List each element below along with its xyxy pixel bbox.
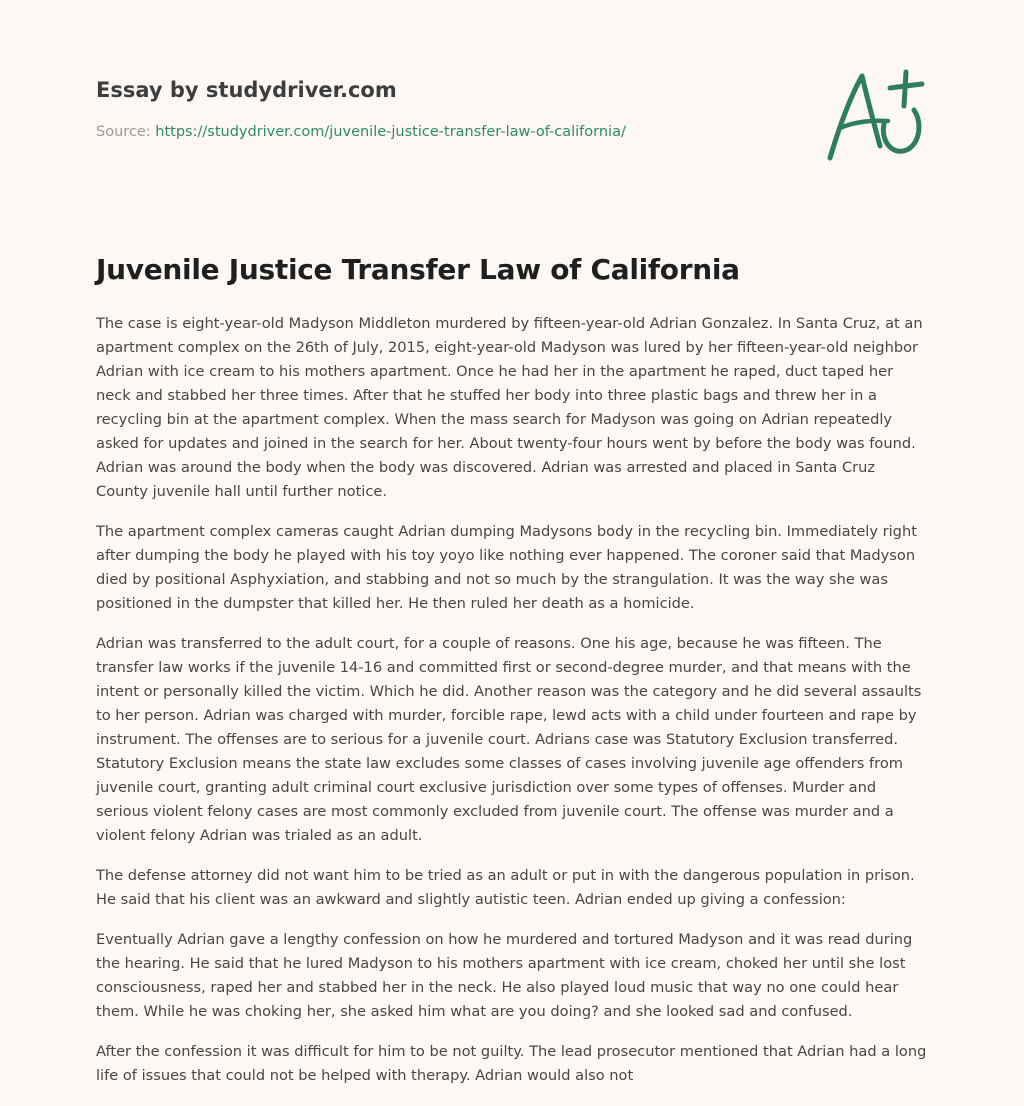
essay-paragraph: After the confession it was difficult for him to be not guilty. The lead prosecutor mentioned that Adrian had a long life of issues that could not be helped with therapy. Adrian would also not bbox=[96, 1043, 927, 1084]
essay-paragraph: The defense attorney did not want him to be tried as an adult or put in with the dangerous population in prison. He said that his client was an awkward and slightly autistic teen. Adrian ended up giving a confession: bbox=[96, 867, 915, 908]
source-label: Source: bbox=[96, 124, 151, 140]
essay-paragraph: The case is eight-year-old Madyson Middleton murdered by fifteen-year-old Adrian Gonzalez. In Santa Cruz, at an apartment complex on the 26th of July, 2015, eight-year-old Madyson was lured by her fifteen-year-old neighbor Adrian with ice cream to his mothers apartment. Once he had her in the apartment he raped, duct taped her neck and stabbed her three times. After that he stuffed her body into three plastic bags and threw her in a recycling bin at the apartment complex. When the mass search for Madyson was going on Adrian repeatedly asked for updates and joined in the search for her. About twenty-four hours went by before the body was found. Adrian was around the body when the body was discovered. Adrian was arrested and placed in Santa Cruz County juvenile hall until further notice. bbox=[96, 315, 923, 500]
essay-paragraph: Adrian was transferred to the adult court, for a couple of reasons. One his age, because he was fifteen. The transfer law works if the juvenile 14-16 and committed first or second-degree murder, and that means with the intent or personally killed the victim. Which he did. Another reason was the category and he did several assaults to her person. Adrian was charged with murder, forcible rape, lewd acts with a child under fourteen and rape by instrument. The offenses are to serious for a juvenile court. Adrians case was Statutory Exclusion transferred. Statutory Exclusion means the state law excludes some classes of cases involving juvenile age offenders from juvenile court, granting adult criminal court exclusive jurisdiction over some types of offenses. Murder and serious violent felony cases are most commonly excluded from juvenile court. The offense was murder and a violent felony Adrian was trialed as an adult. bbox=[96, 635, 922, 844]
site-title: Essay by studydriver.com bbox=[96, 78, 397, 102]
essay-title: Juvenile Justice Transfer Law of California bbox=[96, 253, 740, 286]
essay-paragraph: Eventually Adrian gave a lengthy confession on how he murdered and tortured Madyson and it was read during the hearing. He said that he lured Madyson to his mothers apartment with ice cream, choked her until she lost consciousness, raped her and stabbed her in the neck. He also played loud music that way no one could hear them. While he was choking her, she asked him what are you doing? and she looked sad and confused. bbox=[96, 931, 913, 1020]
source-line bbox=[96, 122, 736, 142]
essay-article bbox=[96, 250, 928, 1104]
essay-header bbox=[96, 76, 736, 142]
a-plus-grade-icon bbox=[818, 66, 928, 166]
essay-paragraph: The apartment complex cameras caught Adrian dumping Madysons body in the recycling bin. Immediately right after dumping the body he played with his toy yoyo like nothing ever happened. The coroner said that Madyson died by positional Asphyxiation, and stabbing and not so much by the strangulation. It was the way she was positioned in the dumpster that killed her. He then ruled her death as a homicide. bbox=[96, 523, 917, 612]
source-link[interactable]: https://studydriver.com/juvenile-justice-transfer-law-of-california/ bbox=[155, 124, 626, 140]
